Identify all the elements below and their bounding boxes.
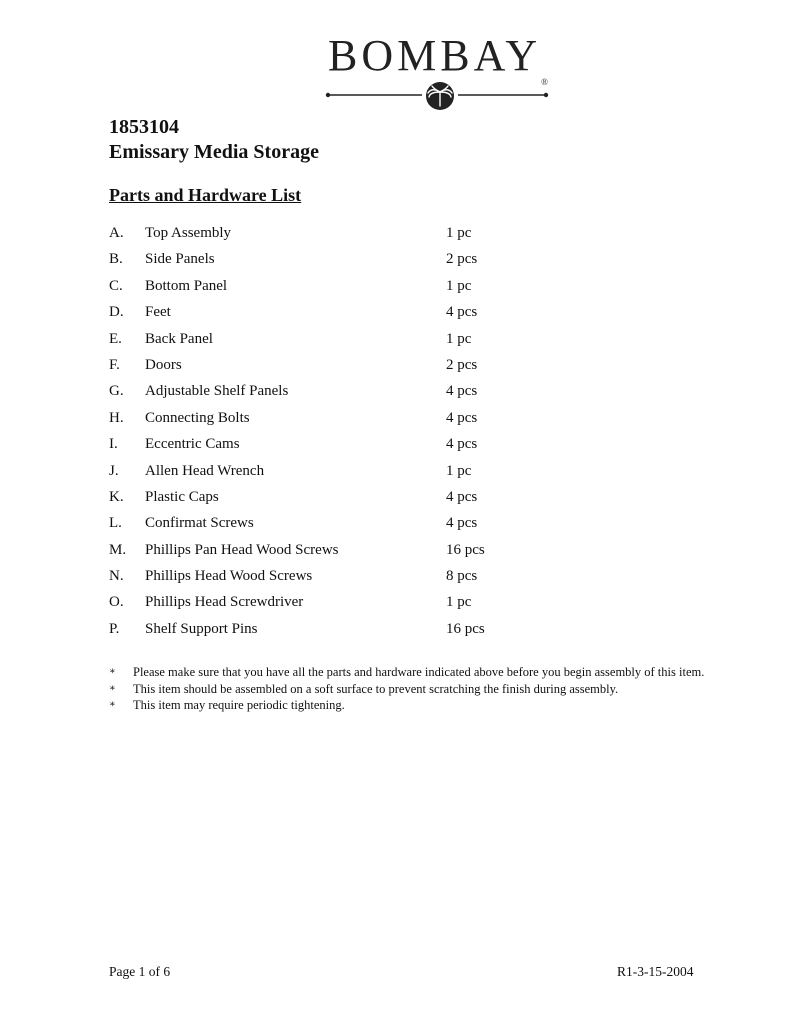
part-quantity: 4 pcs	[446, 409, 478, 426]
part-letter: M.	[109, 541, 127, 558]
part-name: Adjustable Shelf Panels	[145, 383, 289, 400]
list-item	[109, 458, 609, 484]
part-quantity: 1 pc	[446, 462, 472, 479]
part-quantity: 1 pc	[446, 594, 472, 611]
part-name: Back Panel	[145, 330, 213, 347]
part-quantity: 2 pcs	[446, 251, 478, 268]
list-item	[109, 537, 609, 563]
asterisk-bullet-icon: ∗	[109, 699, 116, 710]
asterisk-bullet-icon: ∗	[109, 682, 116, 694]
part-quantity: 16 pcs	[446, 620, 485, 637]
parts-list-heading: Parts and Hardware List	[109, 185, 302, 205]
note-item	[109, 697, 769, 714]
part-letter: I.	[109, 436, 118, 453]
registered-mark: ®	[541, 77, 548, 87]
part-quantity: 4 pcs	[446, 304, 478, 321]
palm-emblem-icon	[320, 82, 560, 116]
part-letter: A.	[109, 225, 124, 241]
part-quantity: 4 pcs	[446, 488, 478, 505]
bombay-logo	[320, 30, 560, 116]
part-name: Phillips Head Screwdriver	[145, 594, 304, 611]
list-item	[109, 299, 609, 325]
part-letter: D.	[109, 304, 124, 321]
part-letter: P.	[109, 620, 120, 637]
part-name: Plastic Caps	[145, 488, 219, 505]
part-letter: C.	[109, 277, 123, 294]
part-name: Phillips Pan Head Wood Screws	[145, 541, 339, 558]
note-text: Please make sure that you have all the parts and hardware indicated above before you begin assembly of this item.	[133, 665, 705, 679]
note-item	[109, 664, 769, 681]
part-letter: J.	[109, 462, 119, 479]
part-name: Side Panels	[145, 251, 215, 268]
assembly-notes	[109, 664, 769, 714]
page-number: Page 1 of 6	[109, 964, 171, 979]
part-quantity: 4 pcs	[446, 515, 478, 532]
revision-code: R1-3-15-2004	[617, 964, 694, 979]
part-quantity: 1 pc	[446, 330, 472, 347]
part-letter: O.	[109, 594, 124, 611]
part-quantity: 8 pcs	[446, 568, 478, 585]
list-item	[109, 246, 609, 272]
part-letter: E.	[109, 330, 122, 347]
part-name: Doors	[145, 356, 182, 373]
part-letter: B.	[109, 251, 123, 268]
part-quantity: 4 pcs	[446, 383, 478, 400]
part-letter: K.	[109, 488, 124, 505]
asterisk-bullet-icon: ∗	[109, 666, 116, 677]
part-letter: N.	[109, 568, 124, 585]
list-item	[109, 220, 609, 246]
part-name: Eccentric Cams	[145, 436, 240, 453]
list-item	[109, 326, 609, 352]
brand-name: BOMBAY	[328, 31, 542, 80]
part-quantity: 1 pc	[446, 277, 472, 294]
part-letter: H.	[109, 409, 124, 426]
note-text: This item should be assembled on a soft surface to prevent scratching the finish during assembly.	[133, 681, 619, 696]
list-item	[109, 616, 609, 642]
list-item	[109, 405, 609, 431]
part-name: Allen Head Wrench	[145, 462, 265, 479]
part-name: Phillips Head Wood Screws	[145, 568, 313, 585]
page-title: Emissary Media Storage	[109, 141, 319, 163]
part-name: Feet	[145, 304, 171, 321]
part-letter: G.	[109, 383, 124, 400]
list-item	[109, 352, 609, 378]
part-quantity: 4 pcs	[446, 436, 478, 453]
parts-list	[109, 220, 609, 642]
list-item	[109, 484, 609, 510]
part-name: Shelf Support Pins	[145, 620, 258, 637]
note-text: This item may require periodic tightening.	[133, 698, 345, 712]
part-letter: F.	[109, 356, 120, 373]
part-name: Confirmat Screws	[145, 515, 254, 532]
list-item	[109, 563, 609, 589]
list-item	[109, 589, 609, 615]
part-quantity: 16 pcs	[446, 541, 485, 558]
part-letter: L.	[109, 515, 122, 532]
list-item	[109, 378, 609, 404]
list-item	[109, 273, 609, 299]
part-quantity: 2 pcs	[446, 356, 478, 373]
part-name: Connecting Bolts	[145, 409, 250, 426]
note-item	[109, 681, 769, 698]
part-name: Top Assembly	[145, 225, 232, 241]
part-quantity: 1 pc	[446, 225, 472, 241]
list-item	[109, 431, 609, 457]
list-item	[109, 510, 609, 536]
item-number: 1853104	[109, 116, 179, 138]
part-name: Bottom Panel	[145, 277, 228, 294]
